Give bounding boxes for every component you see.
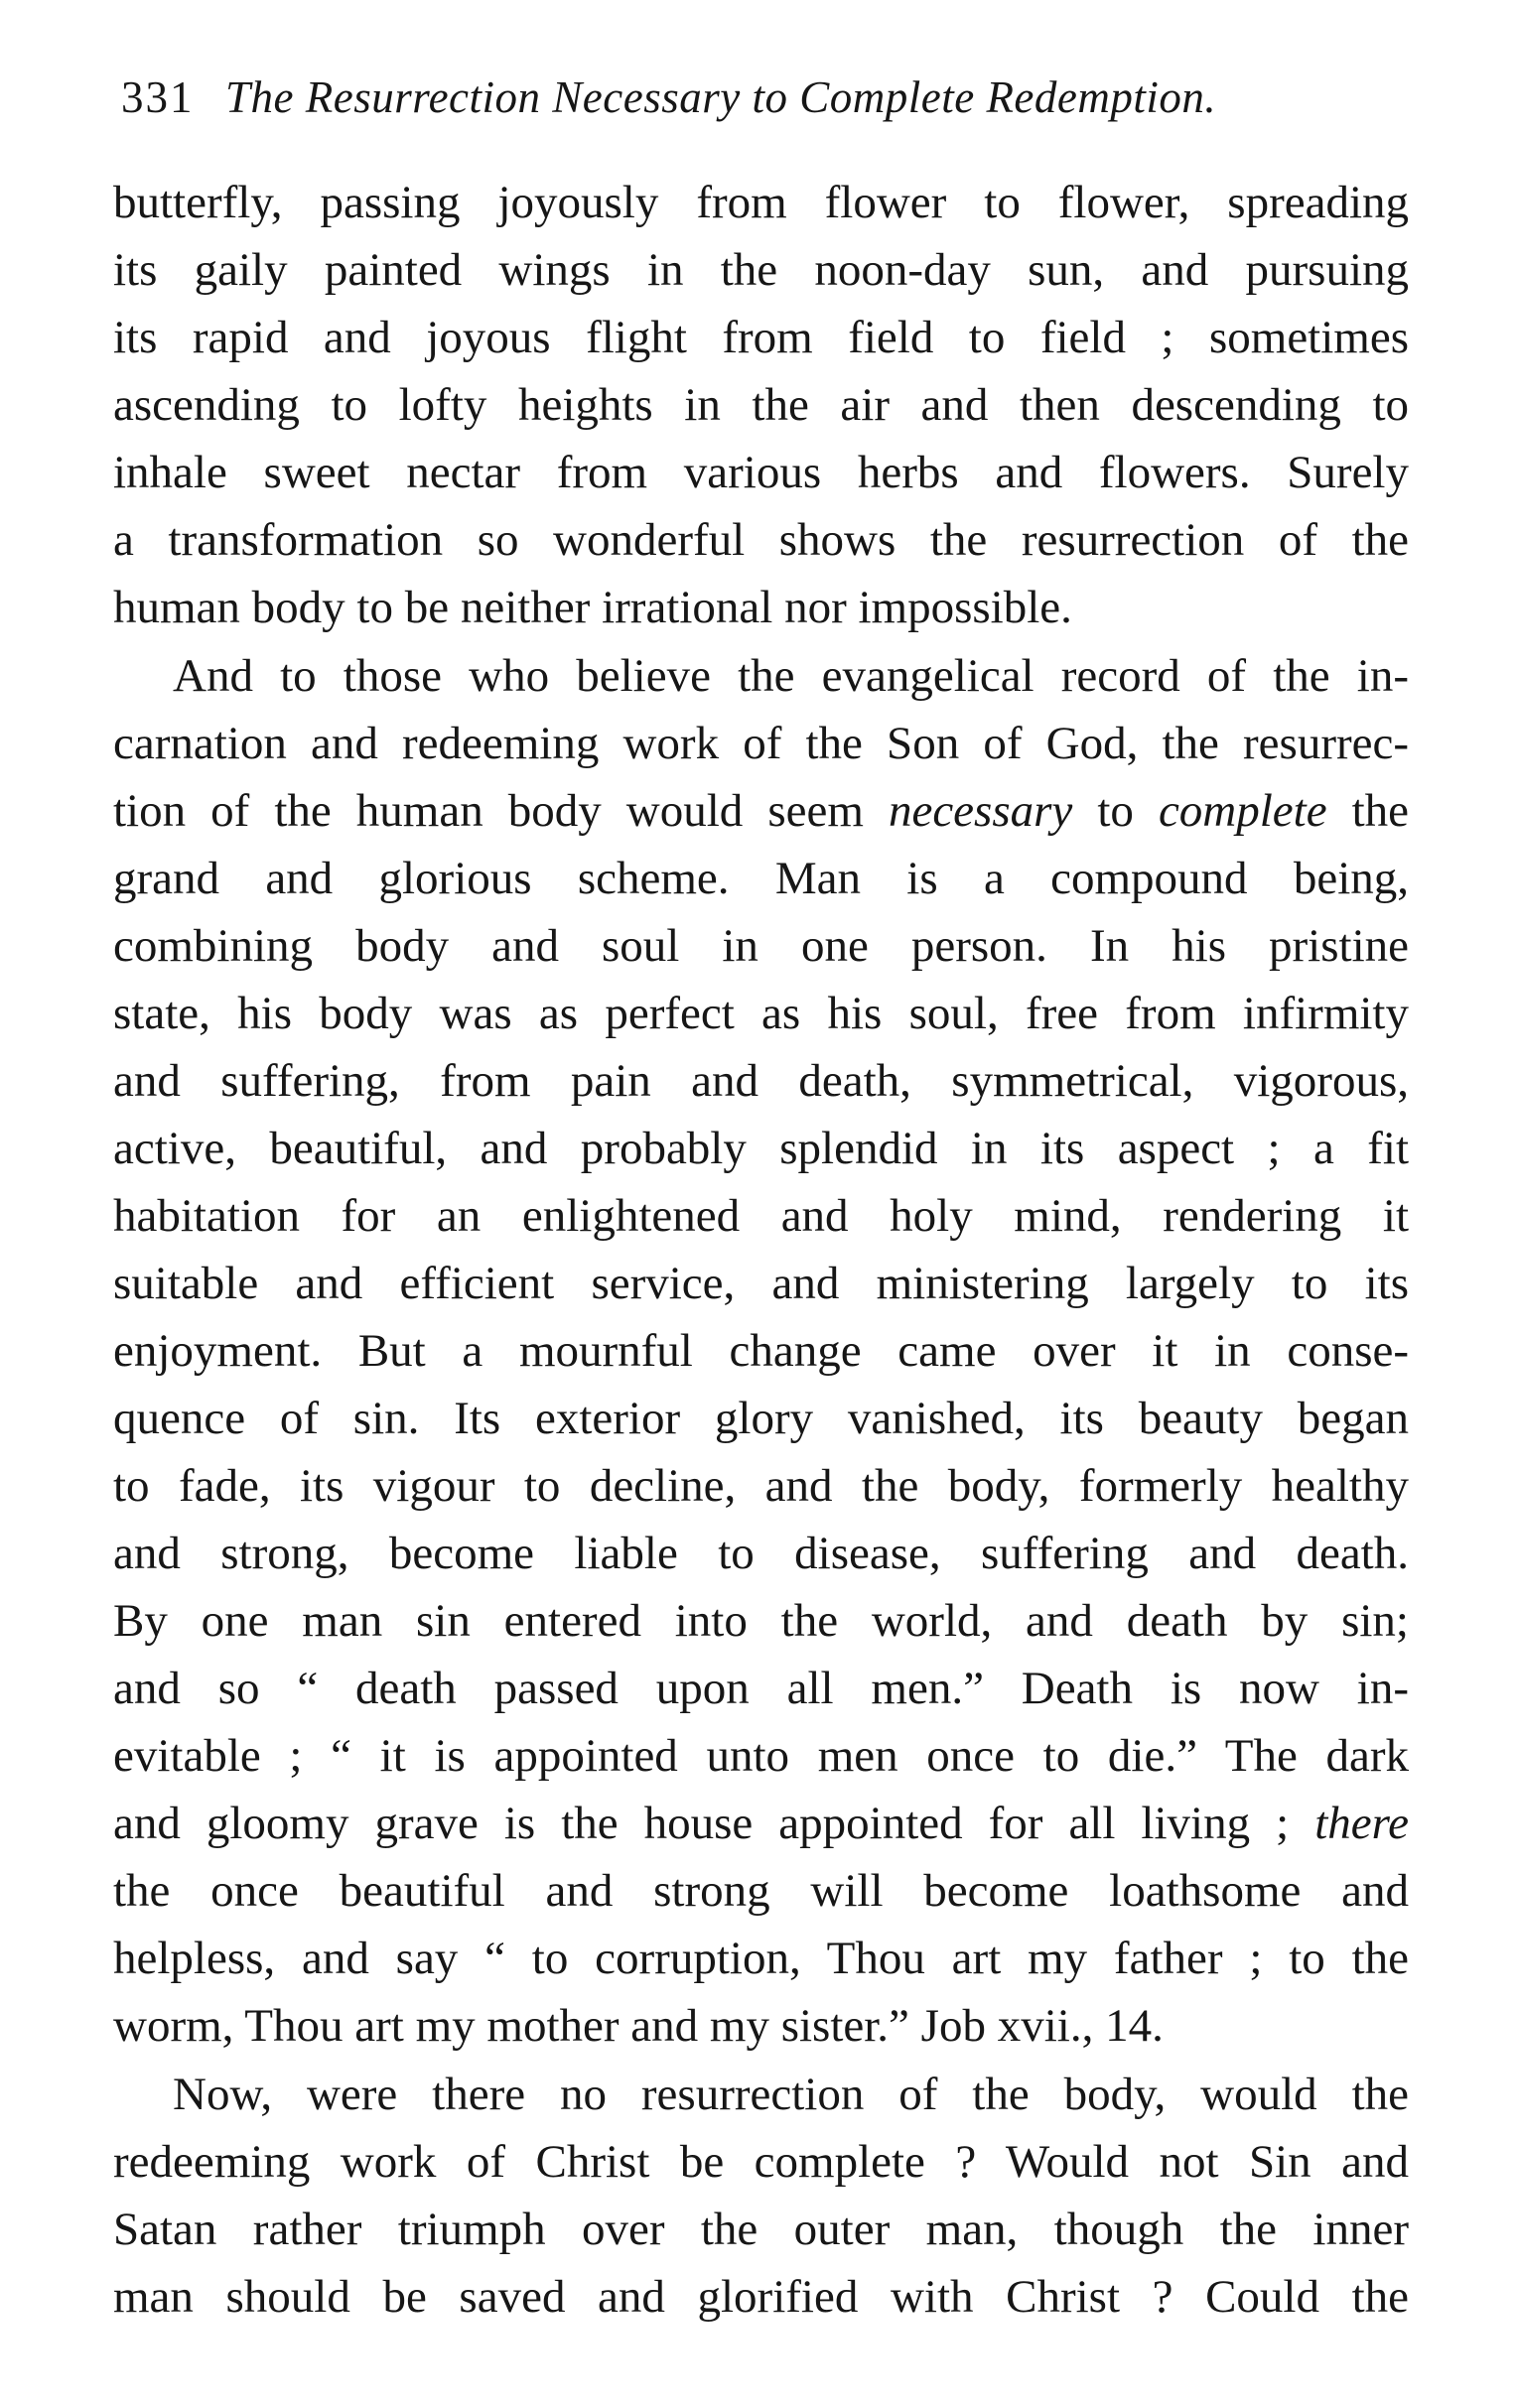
text-line: man should be saved and glorified with Christ ? Could the: [113, 2271, 1409, 2323]
text-line: grand and glorious scheme. Man is a compound being,: [113, 853, 1409, 904]
italic-word: complete: [1158, 785, 1327, 837]
text-line: combining body and soul in one person. In his pristine: [113, 920, 1409, 972]
text-line: and so “ death passed upon all men.” Death is now in-: [113, 1663, 1409, 1714]
paragraph-1: [113, 169, 1409, 641]
text-line: [113, 777, 1409, 845]
text-line: a transformation so wonderful shows the resurrection of the: [113, 514, 1409, 566]
text-segment: tion of the human body would seem: [113, 785, 864, 837]
running-title: The Resurrection Necessary to Complete Redemption.: [225, 72, 1217, 122]
body-text: [113, 169, 1409, 2331]
text-line: ascending to lofty heights in the air and then descending to: [113, 379, 1409, 431]
text-line: active, beautiful, and probably splendid in its aspect ; a fit: [113, 1123, 1409, 1174]
text-line: [113, 1790, 1409, 1857]
text-segment: to: [1097, 785, 1134, 837]
text-line: quence of sin. Its exterior glory vanished, its beauty began: [113, 1393, 1409, 1444]
text-segment: and gloomy grave is the house appointed for all living ;: [113, 1798, 1290, 1849]
page-number: 331: [121, 72, 195, 122]
paragraph-2: [113, 642, 1409, 2060]
running-head: [121, 58, 1412, 137]
text-line: enjoyment. But a mournful change came over it in conse-: [113, 1325, 1409, 1377]
text-line: and suffering, from pain and death, symmetrical, vigorous,: [113, 1055, 1409, 1107]
text-line: By one man sin entered into the world, and death by sin;: [113, 1595, 1409, 1647]
text-line: butterfly, passing joyously from flower to flower, spreading: [113, 177, 1409, 228]
text-line: its rapid and joyous flight from field to field ; sometimes: [113, 312, 1409, 363]
text-line: to fade, its vigour to decline, and the body, formerly healthy: [113, 1460, 1409, 1512]
text-line: carnation and redeeming work of the Son of God, the resurrec-: [113, 718, 1409, 769]
paragraph-3: [113, 2061, 1409, 2331]
text-line: the once beautiful and strong will become loathsome and: [113, 1865, 1409, 1917]
italic-word: necessary: [888, 785, 1073, 837]
text-line: Satan rather triumph over the outer man, though the inner: [113, 2204, 1409, 2255]
text-line: and strong, become liable to disease, suffering and death.: [113, 1528, 1409, 1579]
text-line: Now, were there no resurrection of the body, would the: [173, 2069, 1409, 2120]
text-line: helpless, and say “ to corruption, Thou art my father ; to the: [113, 1933, 1409, 1984]
text-line: inhale sweet nectar from various herbs and flowers. Surely: [113, 447, 1409, 498]
text-segment: the: [1351, 785, 1410, 837]
text-line: suitable and efficient service, and ministering largely to its: [113, 1258, 1409, 1309]
text-line: its gaily painted wings in the noon-day sun, and pursuing: [113, 244, 1409, 296]
text-line: worm, Thou art my mother and my sister.” Job xvii., 14.: [113, 2000, 1164, 2052]
italic-word: there: [1314, 1798, 1410, 1849]
text-line: habitation for an enlightened and holy mind, rendering it: [113, 1190, 1409, 1242]
text-line: evitable ; “ it is appointed unto men once to die.” The dark: [113, 1730, 1409, 1782]
text-line: human body to be neither irrational nor impossible.: [113, 582, 1072, 633]
text-line: And to those who believe the evangelical record of the in-: [173, 650, 1409, 702]
text-line: redeeming work of Christ be complete ? Would not Sin and: [113, 2136, 1409, 2188]
text-line: state, his body was as perfect as his soul, free from infirmity: [113, 988, 1409, 1039]
